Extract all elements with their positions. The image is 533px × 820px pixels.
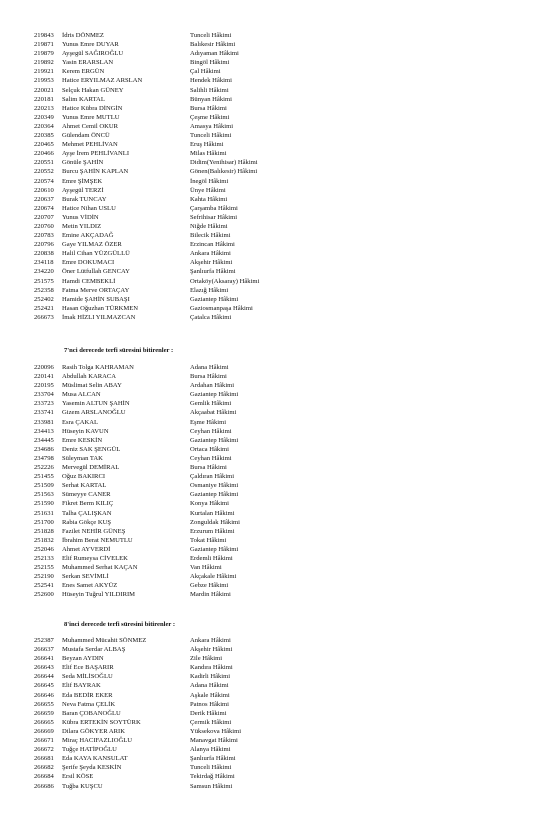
registry-number: 219921 (34, 68, 54, 76)
person-name: İmak HİZLI YILMAZCAN (62, 313, 136, 321)
person-name: Musa ALCAN (62, 391, 101, 399)
court-name: Kurtalan Hâkimi (190, 509, 235, 517)
court-name: Didim(Yenihisar) Hâkimi (190, 159, 258, 167)
registry-number: 251700 (34, 518, 54, 526)
person-name: Hatice Kübra DİNGİN (62, 104, 123, 112)
registry-number: 266646 (34, 691, 54, 699)
registry-number: 252541 (34, 582, 54, 590)
section-heading-8th-degree: 8'inci derecede terfi süresini bitirenler : (64, 621, 176, 628)
registry-number: 234118 (34, 259, 54, 267)
person-name: Hatice Nihan USLU (62, 204, 116, 212)
court-name: Eruş Hâkimi (190, 141, 224, 149)
court-name: Konya Hâkimi (190, 500, 230, 508)
registry-number: 252421 (34, 304, 54, 312)
section-heading-7th-degree: 7'nci derecede terfi süresini bitirenler : (64, 347, 174, 354)
person-name: İbrahim Berat NEMUTLU (62, 536, 133, 544)
court-name: Hendek Hâkimi (190, 77, 232, 85)
registry-number: 252226 (34, 464, 54, 472)
person-name: Miraç HACIFAZLIOĞLU (62, 737, 133, 745)
person-name: Beyzan AYDIN (62, 655, 104, 663)
registry-number: 251832 (34, 536, 54, 544)
court-name: Derik Hâkimi (190, 709, 227, 717)
court-name: Zile Hâkimi (190, 655, 223, 663)
registry-number: 266643 (34, 664, 54, 672)
registry-number: 251509 (34, 482, 54, 490)
person-name: Emre KESKİN (62, 436, 103, 444)
court-name: Gaziosmanpaşa Hâkimi (190, 304, 253, 312)
court-name: Adana Hâkimi (190, 682, 229, 690)
court-name: Çaldıran Hâkimi (190, 473, 235, 481)
person-name: Ayşe İrem PEHLİVANLI (62, 150, 130, 158)
registry-number: 266655 (34, 700, 54, 708)
court-name: Ardahan Hâkimi (190, 382, 235, 390)
court-name: Balıkesir Hâkimi (190, 41, 236, 49)
person-name: Hüseyin KAVUN (62, 427, 109, 435)
registry-number: 219843 (34, 32, 54, 39)
registry-number: 220465 (34, 141, 54, 149)
registry-number: 220760 (34, 222, 54, 230)
person-name: Burak TUNCAY (62, 195, 107, 203)
court-name: Gebze Hâkimi (190, 582, 229, 590)
registry-number: 220021 (34, 86, 54, 94)
registry-number: 234686 (34, 445, 54, 453)
court-name: Akşehir Hâkimi (190, 259, 233, 267)
court-name: Kahta Hâkimi (190, 195, 228, 203)
court-name: Kandıra Hâkimi (190, 664, 233, 672)
person-name: Ersil KÖSE (62, 773, 94, 781)
court-name: Gaziantep Hâkimi (190, 391, 239, 399)
court-name: Van Hâkimi (190, 564, 222, 572)
person-name: Hamdi CEMBEKLİ (62, 277, 116, 285)
person-name: Ayşegül SAĞIROĞLU (62, 50, 124, 58)
registry-number: 233741 (34, 409, 54, 417)
court-name: Aşkale Hâkimi (190, 691, 230, 699)
person-name: Deniz SAK ŞENGÜL (62, 445, 121, 453)
person-name: Burcu ŞAHİN KAPLAN (62, 168, 129, 176)
court-name: Gönen(Balıkesir) Hâkimi (190, 168, 258, 176)
person-name: Enes Samet AKYÜZ (62, 582, 118, 590)
person-name: Esra ÇAKAL (62, 418, 99, 426)
registry-number: 266671 (34, 737, 54, 745)
registry-number: 219892 (34, 59, 54, 67)
person-name: Kübra ERTEKİN SOYTÜRK (62, 718, 141, 726)
registry-number: 220096 (34, 364, 54, 371)
registry-number: 220552 (34, 168, 54, 176)
court-name: Gaziantep Hâkimi (190, 491, 239, 499)
registry-number: 220674 (34, 204, 54, 212)
person-name: Metin YILDIZ (62, 222, 102, 230)
registry-number: 266665 (34, 718, 54, 726)
registry-number: 220783 (34, 232, 54, 240)
registry-number: 251575 (34, 277, 54, 285)
registry-number: 252133 (34, 554, 54, 562)
person-name: Kerem ERGÜN (62, 68, 105, 76)
person-name: Mehmet PEHLİVAN (62, 141, 118, 149)
court-name: Alanya Hâkimi (190, 746, 231, 754)
court-name: Samsun Hâkimi (190, 782, 233, 790)
registry-number: 251455 (34, 473, 54, 481)
court-name: Şanlıurfa Hâkimi (190, 755, 236, 763)
registry-number: 220707 (34, 213, 54, 221)
person-name: Elif BAYRAK (62, 682, 101, 690)
person-name: Fatma Merve ORTAÇAY (62, 286, 130, 294)
person-name: Sümeyye CANER (62, 491, 111, 499)
person-name: Emre ŞİMŞEK (62, 177, 103, 185)
court-name: Ünye Hâkimi (190, 186, 226, 194)
court-name: Çal Hâkimi (190, 68, 221, 76)
person-name: Gülendam ÖNCÜ (62, 132, 110, 140)
court-name: Patnos Hâkimi (190, 700, 230, 708)
registry-number: 234413 (34, 427, 54, 435)
court-name: Bingöl Hâkimi (190, 59, 230, 67)
person-name: Oğuz BAKIRCI (62, 473, 106, 481)
court-name: Tokat Hâkimi (190, 536, 227, 544)
registry-number: 233704 (34, 391, 54, 399)
person-name: Şerife Şeyda KESKİN (62, 764, 122, 772)
court-name: Akşehir Hâkimi (190, 646, 233, 654)
court-name: Bilecik Hâkimi (190, 232, 231, 240)
court-name: Erdemli Hâkimi (190, 554, 233, 562)
court-name: Çatalca Hâkimi (190, 313, 232, 321)
court-name: Mardin Hâkimi (190, 591, 231, 599)
registry-number: 266644 (34, 673, 54, 681)
person-name: Gaye YILMAZ ÖZER (62, 241, 122, 249)
registry-number: 252190 (34, 573, 54, 581)
person-name: Talha ÇALIŞKAN (62, 509, 112, 517)
registry-number: 219879 (34, 50, 54, 58)
court-name: Bursa Hâkimi (190, 373, 227, 381)
court-name: Manavgat Hâkimi (190, 737, 238, 745)
court-name: Osmaniye Hâkimi (190, 482, 239, 490)
registry-number: 252600 (34, 591, 54, 599)
registry-number: 266659 (34, 709, 54, 717)
court-name: Tunceli Hâkimi (190, 132, 232, 140)
person-name: Mervegül DEMİRAL (62, 464, 120, 472)
person-name: Yunus Emre DUYAR (62, 41, 119, 49)
registry-number: 220574 (34, 177, 54, 185)
person-name: Tuğçe HATİPOĞLU (62, 746, 117, 754)
person-name: Rasih Tolga KAHRAMAN (62, 364, 134, 371)
registry-number: 266684 (34, 773, 54, 781)
court-name: Adıyaman Hâkimi (190, 50, 239, 58)
court-name: Çeşme Hâkimi (190, 113, 230, 121)
court-name: Şanlıurfa Hâkimi (190, 268, 236, 276)
registry-number: 266681 (34, 755, 54, 763)
court-name: Gaziantep Hâkimi (190, 436, 239, 444)
registry-number: 220551 (34, 159, 54, 167)
registry-number: 266682 (34, 764, 54, 772)
person-name: Ahmet AYVERDİ (62, 545, 111, 553)
court-name: Tunceli Hâkimi (190, 32, 232, 39)
court-name: Erzincan Hâkimi (190, 241, 235, 249)
person-name: Salim KARTAL (62, 95, 105, 103)
person-name: Serkan SEVİMLİ (62, 573, 109, 581)
court-name: Ankara Hâkimi (190, 250, 231, 258)
court-name: Tunceli Hâkimi (190, 764, 232, 772)
registry-number: 251563 (34, 491, 54, 499)
registry-number: 220349 (34, 113, 54, 121)
registry-number: 220213 (34, 104, 54, 112)
person-name: Halil Cihan YÜZGÜLLÜ (62, 250, 130, 258)
person-name: Hatice ERYILMAZ ARSLAN (62, 77, 143, 85)
person-name: Elif Ece BAŞARIR (62, 664, 114, 672)
court-name: Akçaabat Hâkimi (190, 409, 237, 417)
person-name: Neva Fatma ÇELİK (62, 700, 116, 708)
court-name: Ortaca Hâkimi (190, 445, 229, 453)
court-name: Bursa Hâkimi (190, 104, 227, 112)
person-name: Serhat KARTAL (62, 482, 107, 490)
registry-number: 220610 (34, 186, 54, 194)
person-name: Yasemin ALTUN ŞAHİN (62, 400, 130, 408)
person-name: Dilara GÖKYER ARIK (62, 727, 125, 735)
court-name: Gaziantep Hâkimi (190, 545, 239, 553)
registry-number: 252155 (34, 564, 54, 572)
registry-number: 220637 (34, 195, 54, 203)
court-name: Ortaköy(Aksaray) Hâkimi (190, 277, 260, 285)
court-name: Milas Hâkimi (190, 150, 227, 158)
court-name: Elazığ Hâkimi (190, 286, 229, 294)
court-name: Yüksekova Hâkimi (190, 727, 242, 735)
court-name: Akçakale Hâkimi (190, 573, 237, 581)
person-name: Selçuk Hakan GÜNEY (62, 86, 124, 94)
registry-number: 220181 (34, 95, 54, 103)
person-name: Hüseyin Tuğrul YILDIRIM (62, 591, 136, 599)
court-name: Erzurum Hâkimi (190, 527, 235, 535)
registry-number: 266637 (34, 646, 54, 654)
person-name: Muhammed Mücahit SÖNMEZ (62, 637, 147, 644)
person-name: Öner Lütfullah GENCAY (62, 268, 130, 276)
court-name: Çarşamba Hâkimi (190, 204, 238, 212)
registry-number: 251828 (34, 527, 54, 535)
registry-number: 252358 (34, 286, 54, 294)
person-name: Gizem ARSLANOĞLU (62, 409, 126, 417)
person-name: Yunus VİDİN (62, 213, 99, 221)
registry-number: 219871 (34, 41, 54, 49)
person-name: Hamide ŞAHİN SUBAŞI (62, 295, 130, 303)
person-name: Hasan Oğuzhan TÜRKMEN (62, 304, 139, 312)
court-name: Sefrihisar Hâkimi (190, 213, 238, 221)
registry-number: 220195 (34, 382, 54, 390)
person-name: Rabia Gökçe KUŞ (62, 518, 112, 526)
person-name: Yasin ERARSLAN (62, 59, 114, 67)
person-name: Ayşegül TERZİ (62, 186, 104, 194)
registry-number: 266673 (34, 313, 54, 321)
registry-number: 220796 (34, 241, 54, 249)
registry-number: 220466 (34, 150, 54, 158)
person-name: Eda BEDİR EKER (62, 691, 113, 699)
registry-number: 220838 (34, 250, 54, 258)
court-name: Ceyhan Hâkimi (190, 427, 232, 435)
person-name: Muhammed Serhat KAÇAN (62, 564, 138, 572)
court-name: Amasya Hâkimi (190, 122, 234, 130)
court-name: Ceyhan Hâkimi (190, 454, 232, 462)
registry-number: 266645 (34, 682, 54, 690)
person-name: Gönüle ŞAHİN (62, 159, 104, 167)
person-name: Emre DOKUMACI (62, 259, 115, 267)
court-name: Ankara Hâkimi (190, 637, 231, 644)
registry-number: 266686 (34, 782, 54, 790)
person-name: Tuğba KUŞCU (62, 782, 103, 790)
court-name: Niğde Hâkimi (190, 222, 228, 230)
court-name: Gaziantep Hâkimi (190, 295, 239, 303)
court-name: Tekirdağ Hâkimi (190, 773, 235, 781)
court-name: Kadirli Hâkimi (190, 673, 231, 681)
person-name: Müslimat Selin ABAY (62, 382, 122, 390)
court-name: Zonguldak Hâkimi (190, 518, 240, 526)
court-name: Çermik Hâkimi (190, 718, 232, 726)
court-name: İnegöl Hâkimi (190, 177, 229, 185)
person-name: Seda MİLİSOĞLU (62, 673, 113, 681)
registry-number: 252402 (34, 295, 54, 303)
registry-number: 251631 (34, 509, 54, 517)
person-name: Elif Rumeysa CİVELEK (62, 554, 128, 562)
person-name: Ahmet Cemil OKUR (62, 122, 119, 130)
registry-number: 266669 (34, 727, 54, 735)
person-name: İdris DÖNMEZ (62, 32, 104, 39)
person-name: Baran ÇOBANOĞLU (62, 709, 121, 717)
court-name: Bünyan Hâkimi (190, 95, 232, 103)
person-name: Emine AKÇADAĞ (62, 232, 114, 240)
registry-number: 220364 (34, 122, 54, 130)
registry-number: 234220 (34, 268, 54, 276)
registry-number: 233723 (34, 400, 54, 408)
person-name: Fikret Berm KILIÇ (62, 500, 114, 508)
registry-number: 220141 (34, 373, 54, 381)
person-name: Yunus Emre MUTLU (62, 113, 120, 121)
court-name: Eşme Hâkimi (190, 418, 227, 426)
registry-number: 233981 (34, 418, 54, 426)
registry-number: 252387 (34, 637, 54, 644)
person-name: Abdullah KARACA (62, 373, 117, 381)
person-name: Fazilet NEHİR GÜNEŞ (62, 527, 126, 535)
registry-number: 219953 (34, 77, 54, 85)
registry-number: 266672 (34, 746, 54, 754)
registry-number: 251590 (34, 500, 54, 508)
person-name: Süleyman TAK (62, 454, 103, 462)
registry-number: 220385 (34, 132, 54, 140)
registry-number: 252046 (34, 545, 54, 553)
court-name: Salihli Hâkimi (190, 86, 229, 94)
person-name: Mustafa Serdar ALBAŞ (62, 646, 126, 654)
person-name: Eda KAYA KANSULAT (62, 755, 128, 763)
registry-number: 234798 (34, 454, 54, 462)
court-name: Gemlik Hâkimi (190, 400, 232, 408)
registry-number: 266641 (34, 655, 54, 663)
court-name: Bursa Hâkimi (190, 464, 227, 472)
court-name: Adana Hâkimi (190, 364, 229, 371)
registry-number: 234445 (34, 436, 54, 444)
